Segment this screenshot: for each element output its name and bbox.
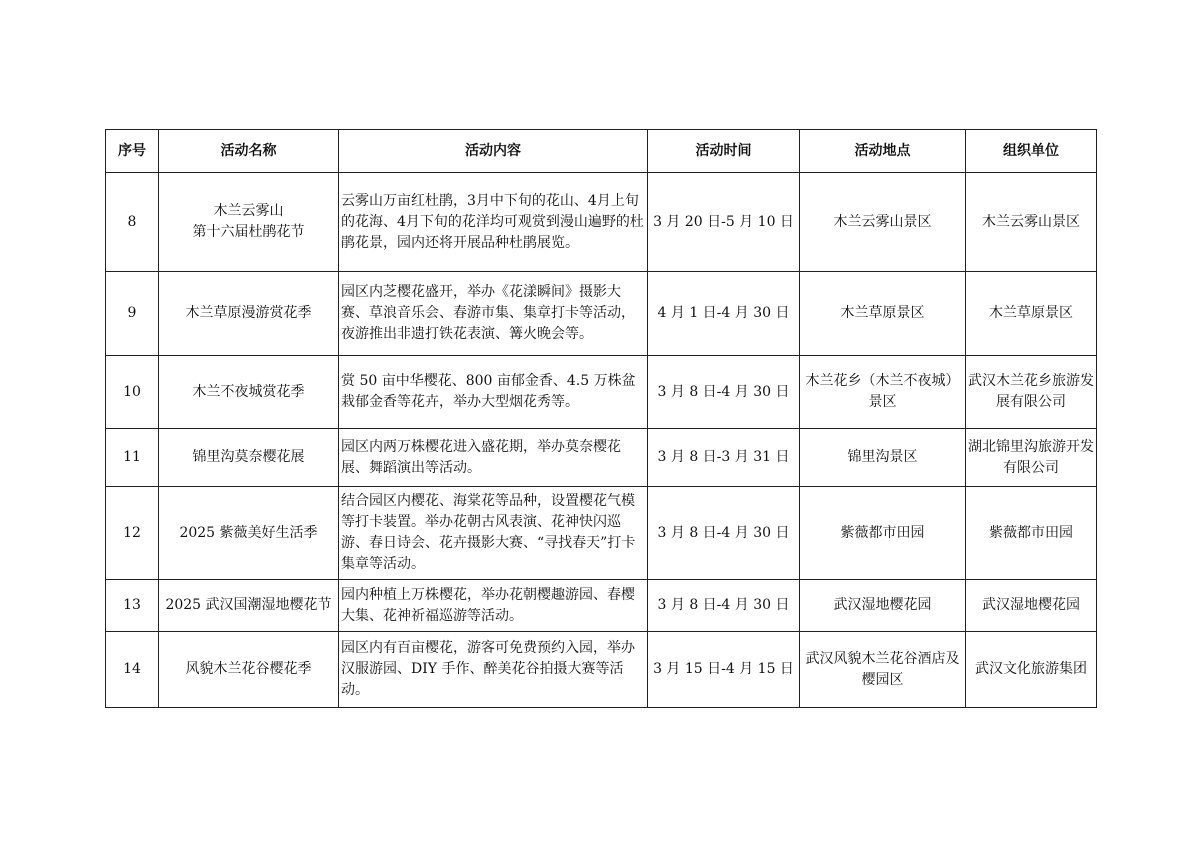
- cell-organizer: 木兰草原景区: [966, 272, 1097, 356]
- header-content: 活动内容: [339, 130, 648, 173]
- cell-location: 木兰云雾山景区: [800, 173, 966, 272]
- cell-content: 园区内两万株樱花进入盛花期，举办莫奈樱花展、舞蹈演出等活动。: [339, 429, 648, 487]
- cell-name: 木兰不夜城赏花季: [159, 356, 339, 429]
- cell-location: 木兰花乡（木兰不夜城）景区: [800, 356, 966, 429]
- cell-index: 13: [106, 580, 159, 632]
- cell-location: 锦里沟景区: [800, 429, 966, 487]
- table-header-row: [106, 130, 1097, 173]
- cell-content: 园区内有百亩樱花，游客可免费预约入园，举办汉服游园、DIY 手作、醉美花谷拍摄大赛等活动。: [339, 632, 648, 708]
- cell-organizer: 武汉木兰花乡旅游发展有限公司: [966, 356, 1097, 429]
- table-row: [106, 632, 1097, 708]
- cell-name: 风貌木兰花谷樱花季: [159, 632, 339, 708]
- cell-location: 武汉湿地樱花园: [800, 580, 966, 632]
- cell-time: 3 月 8 日-3 月 31 日: [648, 429, 800, 487]
- cell-organizer: 武汉湿地樱花园: [966, 580, 1097, 632]
- cell-time: 3 月 15 日-4 月 15 日: [648, 632, 800, 708]
- table-row: [106, 272, 1097, 356]
- cell-name: 木兰草原漫游赏花季: [159, 272, 339, 356]
- cell-location: 木兰草原景区: [800, 272, 966, 356]
- cell-organizer: 湖北锦里沟旅游开发有限公司: [966, 429, 1097, 487]
- table-row: [106, 173, 1097, 272]
- events-table: [105, 129, 1097, 708]
- cell-organizer: 紫薇都市田园: [966, 487, 1097, 580]
- cell-index: 12: [106, 487, 159, 580]
- table-row: [106, 429, 1097, 487]
- cell-location: 武汉风貌木兰花谷酒店及樱园区: [800, 632, 966, 708]
- header-index: 序号: [106, 130, 159, 173]
- cell-name: 锦里沟莫奈樱花展: [159, 429, 339, 487]
- cell-name: 2025 紫薇美好生活季: [159, 487, 339, 580]
- cell-time: 3 月 8 日-4 月 30 日: [648, 580, 800, 632]
- cell-time: 3 月 20 日-5 月 10 日: [648, 173, 800, 272]
- table-row: [106, 487, 1097, 580]
- header-location: 活动地点: [800, 130, 966, 173]
- cell-location: 紫薇都市田园: [800, 487, 966, 580]
- cell-index: 14: [106, 632, 159, 708]
- cell-time: 4 月 1 日-4 月 30 日: [648, 272, 800, 356]
- cell-index: 8: [106, 173, 159, 272]
- cell-content: 园内种植上万株樱花，举办花朝樱趣游园、春樱大集、花神祈福巡游等活动。: [339, 580, 648, 632]
- header-name: 活动名称: [159, 130, 339, 173]
- cell-content: 赏 50 亩中华樱花、800 亩郁金香、4.5 万株盆栽郁金香等花卉，举办大型烟花秀等。: [339, 356, 648, 429]
- cell-index: 9: [106, 272, 159, 356]
- cell-name: 木兰云雾山 第十六届杜鹃花节: [159, 173, 339, 272]
- header-time: 活动时间: [648, 130, 800, 173]
- table-row: [106, 580, 1097, 632]
- cell-content: 云雾山万亩红杜鹃，3月中下旬的花山、4月上旬的花海、4月下旬的花洋均可观赏到漫山遍野的杜鹃花景，园内还将开展品种杜鹃展览。: [339, 173, 648, 272]
- cell-organizer: 武汉文化旅游集团: [966, 632, 1097, 708]
- cell-content: 园区内芝樱花盛开，举办《花漾瞬间》摄影大赛、草浪音乐会、春游市集、集章打卡等活动，夜游推出非遗打铁花表演、篝火晚会等。: [339, 272, 648, 356]
- cell-index: 11: [106, 429, 159, 487]
- cell-name: 2025 武汉国潮湿地樱花节: [159, 580, 339, 632]
- cell-organizer: 木兰云雾山景区: [966, 173, 1097, 272]
- header-organizer: 组织单位: [966, 130, 1097, 173]
- cell-time: 3 月 8 日-4 月 30 日: [648, 487, 800, 580]
- cell-index: 10: [106, 356, 159, 429]
- table-row: [106, 356, 1097, 429]
- cell-content: 结合园区内樱花、海棠花等品种，设置樱花气模等打卡装置。举办花朝古风表演、花神快闪巡游、春日诗会、花卉摄影大赛、“寻找春天”打卡集章等活动。: [339, 487, 648, 580]
- cell-time: 3 月 8 日-4 月 30 日: [648, 356, 800, 429]
